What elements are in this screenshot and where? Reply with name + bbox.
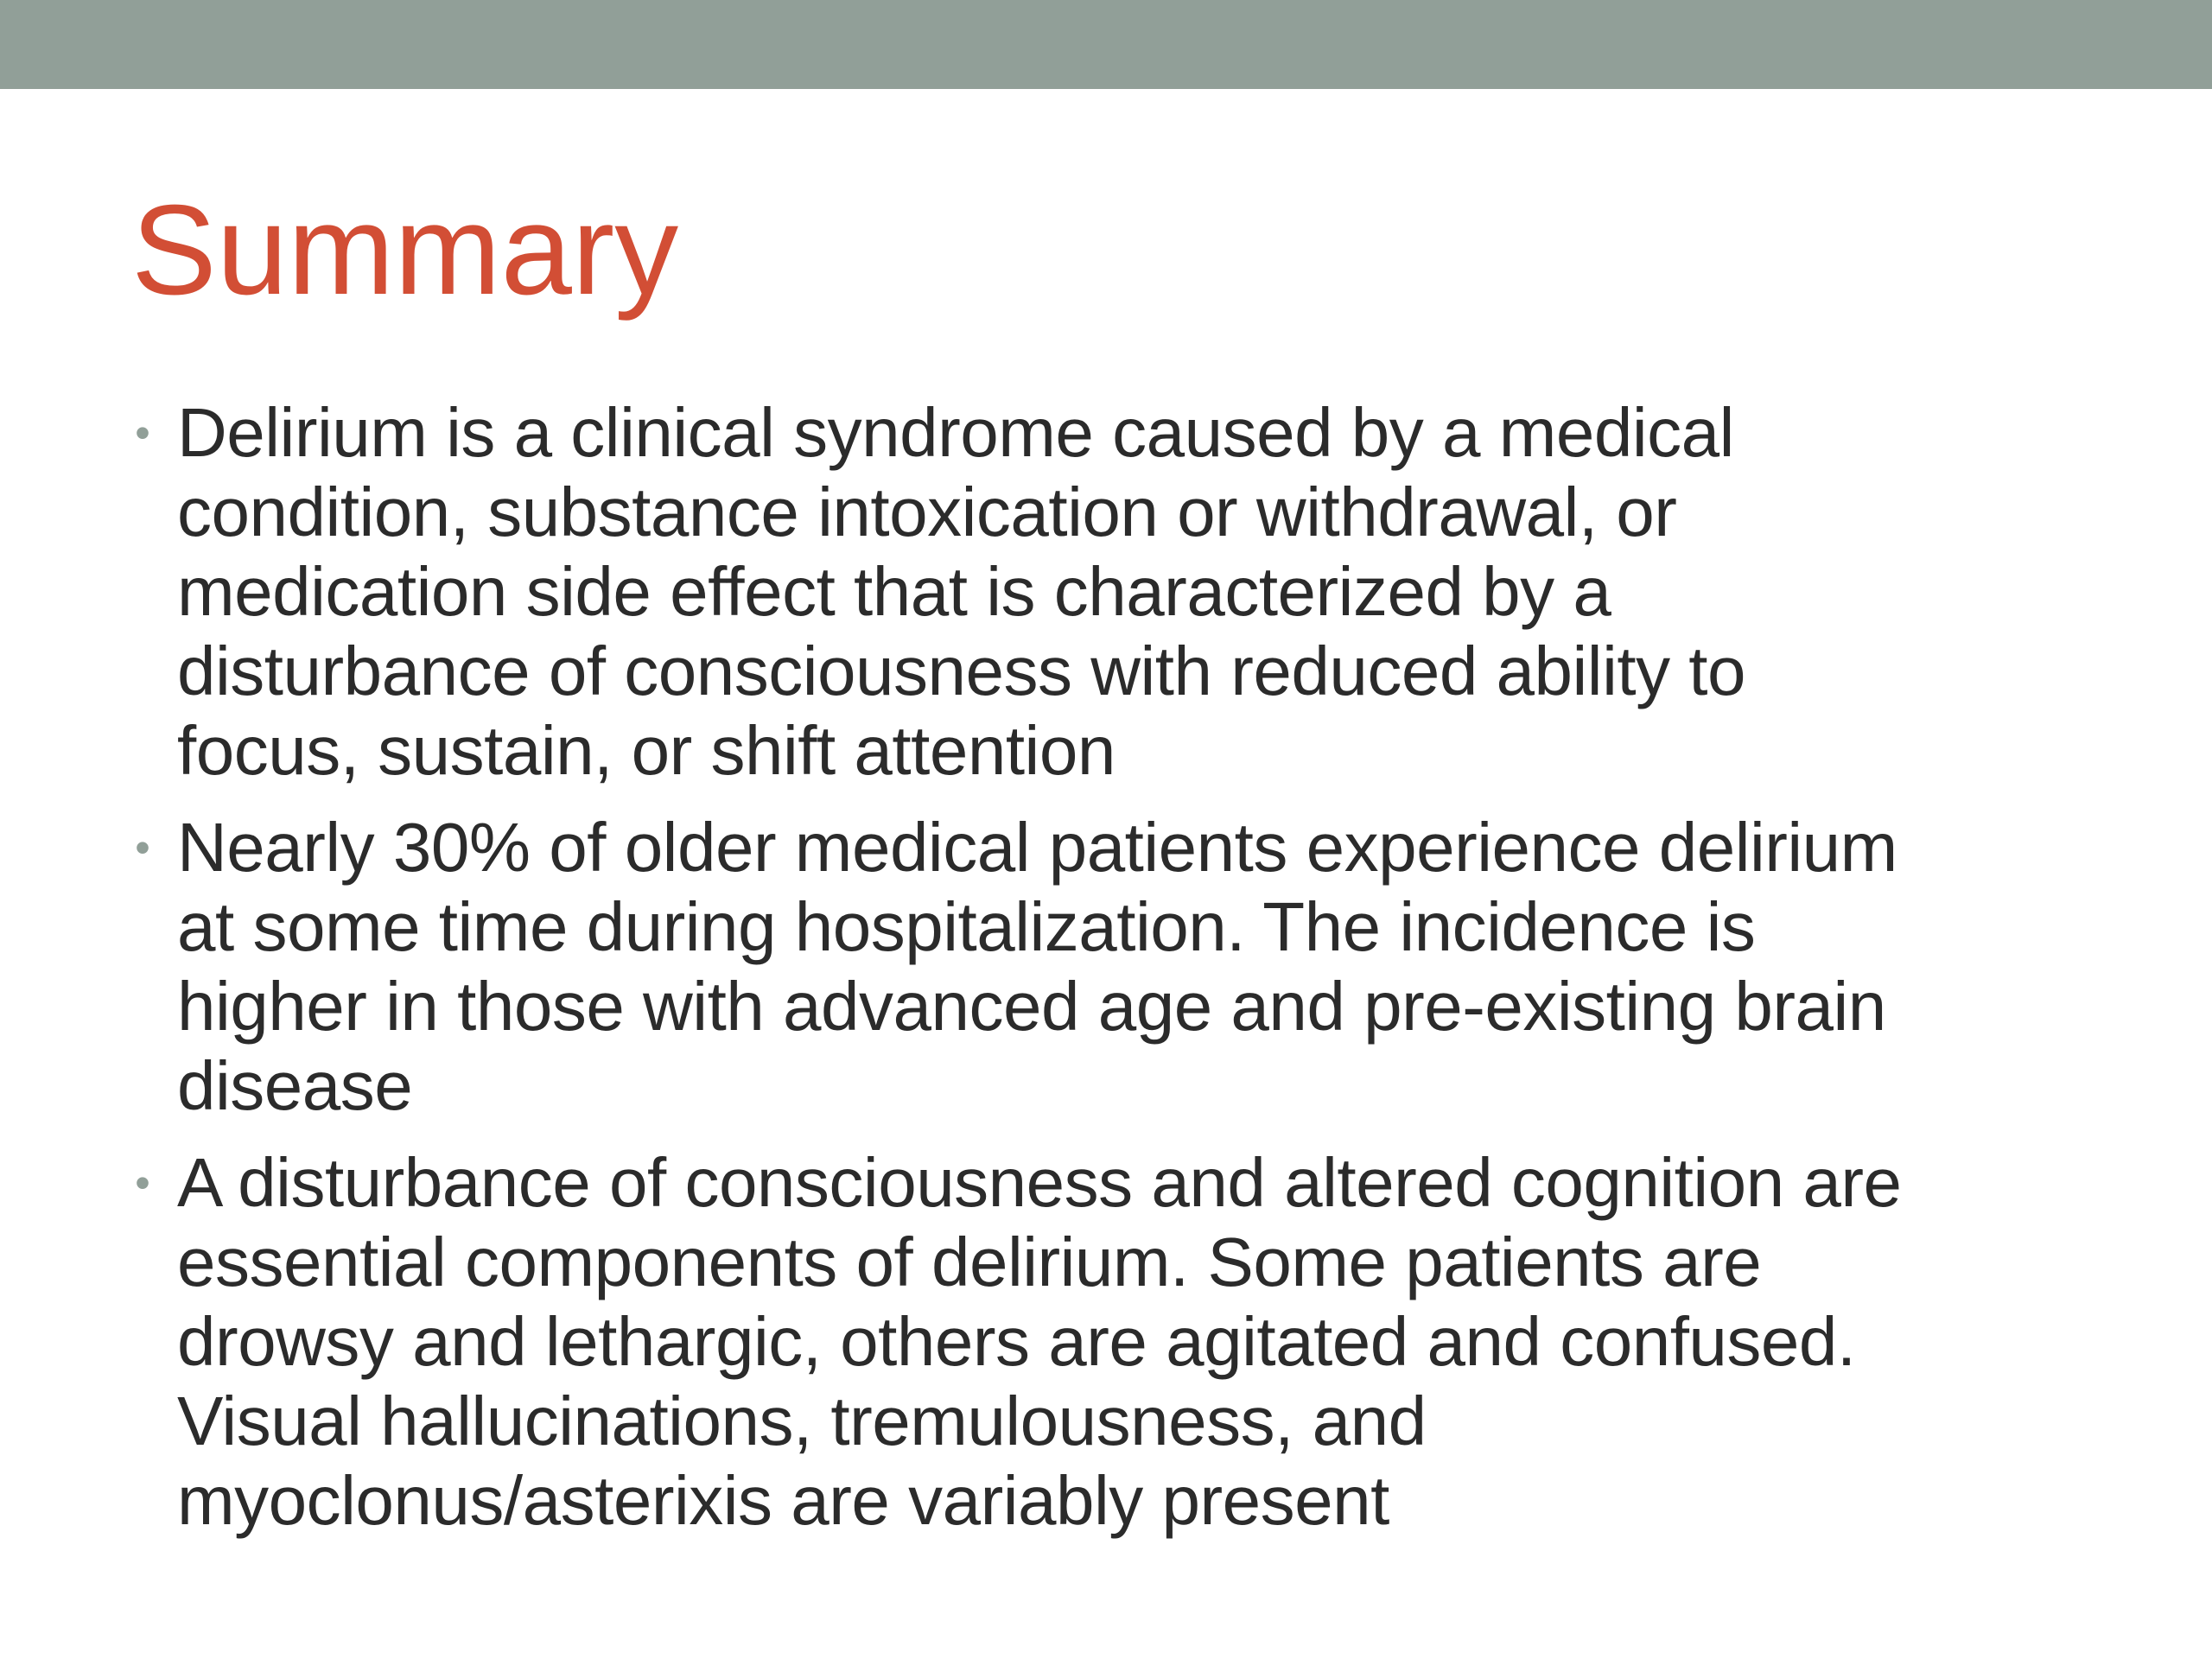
bullet-dot-icon: • (135, 823, 150, 872)
header-bar (0, 0, 2212, 89)
bullet-line: focus, sustain, or shift attention (177, 712, 1116, 789)
bullet-line: condition, substance intoxication or withdrawal, or (177, 474, 1677, 550)
bullet-line: myoclonus/asterixis are variably present (177, 1462, 1389, 1539)
bullet-dot-icon: • (135, 409, 150, 457)
bullet-line: disturbance of consciousness with reduced ability to (177, 632, 1746, 709)
bullet-line: Nearly 30% of older medical patients experience delirium (177, 809, 1897, 886)
bullet-item-symptoms (130, 1143, 2100, 1541)
bullet-line: disease (177, 1047, 413, 1124)
bullet-text (177, 808, 2100, 1126)
bullet-text (177, 393, 2100, 791)
bullet-line: at some time during hospitalization. The incidence is (177, 888, 1756, 965)
bullet-dot-icon: • (135, 1159, 150, 1207)
bullet-line: Delirium is a clinical syndrome caused by a medical (177, 394, 1734, 471)
bullet-item-incidence (130, 808, 2100, 1126)
bullet-item-delirium-definition (130, 393, 2100, 791)
bullet-line: A disturbance of consciousness and altered cognition are (177, 1144, 1902, 1221)
bullet-line: medication side effect that is characterized by a (177, 553, 1611, 630)
bullet-line: drowsy and lethargic, others are agitated and confused. (177, 1303, 1856, 1380)
bullet-list (130, 393, 2100, 1558)
bullet-line: Visual hallucinations, tremulousness, and (177, 1382, 1427, 1459)
bullet-line: essential components of delirium. Some patients are (177, 1224, 1762, 1300)
bullet-text (177, 1143, 2100, 1541)
bullet-line: higher in those with advanced age and pre-existing brain (177, 968, 1886, 1045)
slide-title: Summary (131, 179, 679, 321)
